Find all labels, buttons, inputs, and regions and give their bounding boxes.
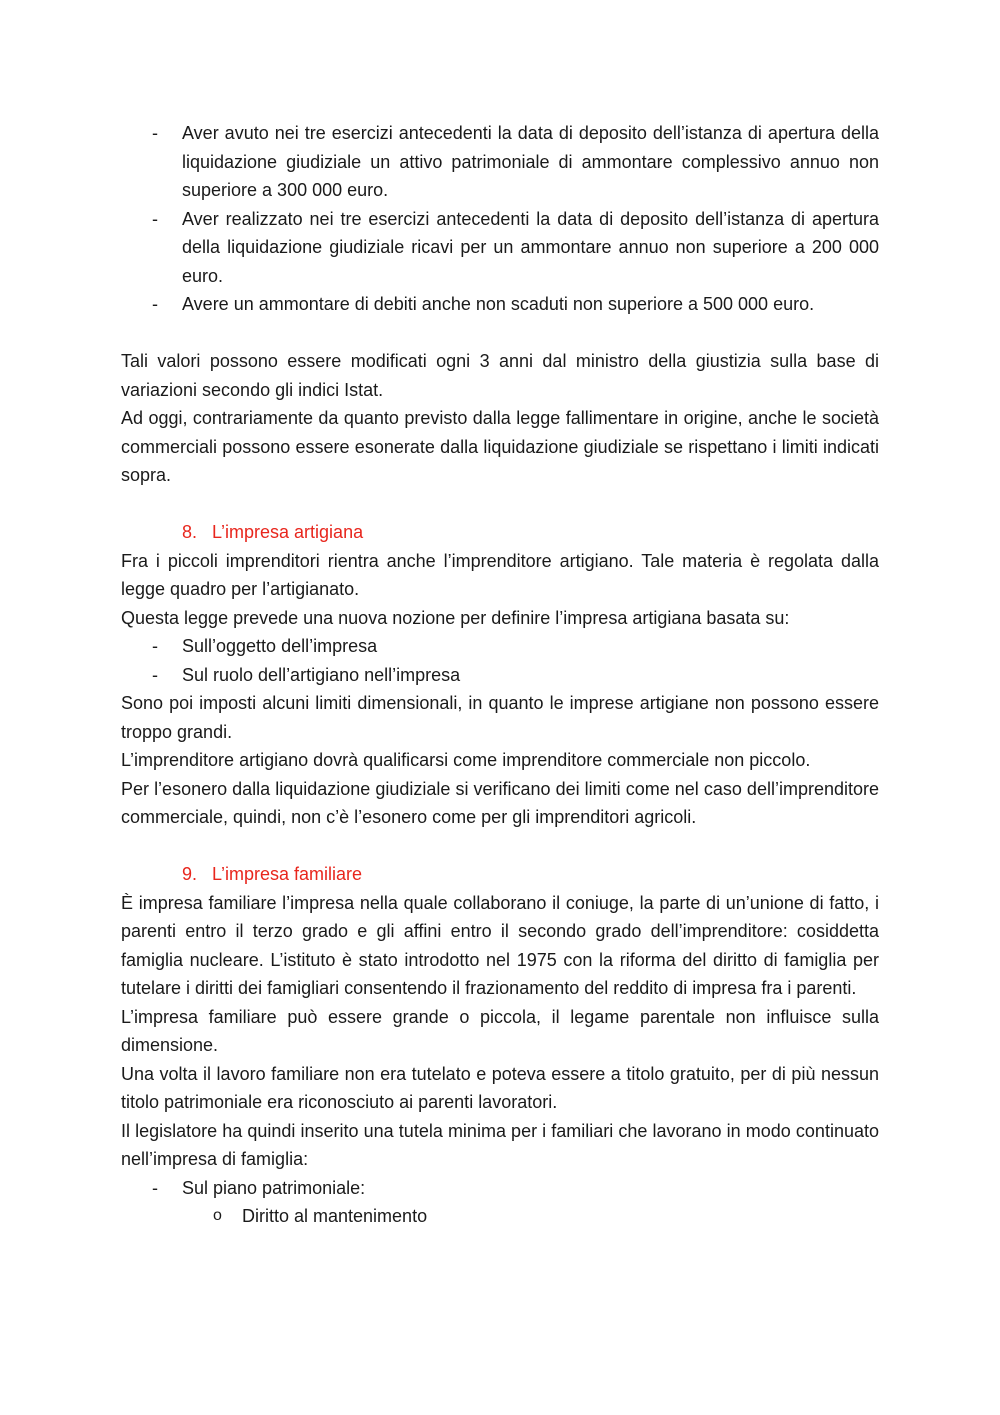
spacer	[121, 490, 879, 519]
paragraph: Sono poi imposti alcuni limiti dimensionali, in quanto le imprese artigiane non possono essere troppo grandi.	[121, 693, 879, 742]
section-heading-9	[121, 860, 879, 889]
paragraph: È impresa familiare l’impresa nella quale collaborano il coniuge, la parte di un’unione di fatto, i parenti entro il terzo grado e gli affini entro il secondo grado dell’imprenditore: cosiddetta famiglia nucleare. L’istituto è stato introdotto nel 1975 con la riforma del diritto di famiglia per tutelare i diritti dei famigliari consentendo il frazionamento del reddito di impresa fra i parenti.	[121, 892, 879, 998]
dash-bullet: -	[152, 294, 158, 314]
section-number: 8.	[182, 522, 198, 542]
list-item: - Aver realizzato nei tre esercizi antecedenti la data di deposito dell’istanza di apertura della liquidazione giudiziale ricavi per un ammontare annuo non superiore a 200 000 euro.	[121, 205, 879, 291]
spacer	[121, 319, 879, 348]
paragraph: Il legislatore ha quindi inserito una tutela minima per i familiari che lavorano in modo continuato nell’impresa di famiglia:	[121, 1120, 879, 1169]
section-number: 9.	[182, 864, 198, 884]
dash-bullet: -	[152, 208, 158, 229]
requirements-list	[121, 119, 879, 319]
circle-bullet: o	[213, 1207, 222, 1224]
paragraph: Per l’esonero dalla liquidazione giudiziale si verificano dei limiti come nel caso dell’imprenditore commerciale, quindi, non c’è l’esonero come per gli imprenditori agricoli.	[121, 778, 879, 827]
protection-sublist	[121, 1202, 879, 1231]
paragraph: L’impresa familiare può essere grande o piccola, il legame parentale non influisce sulla dimensione.	[121, 1006, 879, 1055]
list-item: - Sul ruolo dell’artigiano nell’impresa	[121, 661, 879, 690]
dash-bullet: -	[152, 664, 158, 685]
paragraph: L’imprenditore artigiano dovrà qualificarsi come imprenditore commerciale non piccolo.	[121, 750, 811, 770]
dash-bullet: -	[152, 1177, 158, 1198]
dash-bullet: -	[152, 636, 158, 656]
list-item: o Diritto al mantenimento	[121, 1202, 879, 1231]
paragraph: Fra i piccoli imprenditori rientra anche l’imprenditore artigiano. Tale materia è regolata dalla legge quadro per l’artigianato.	[121, 550, 879, 599]
section-title: L’impresa artigiana	[212, 522, 364, 542]
list-item: - Aver avuto nei tre esercizi antecedenti la data di deposito dell’istanza di apertura della liquidazione giudiziale un attivo patrimoniale di ammontare complessivo annuo non superiore a 300 000 euro.	[121, 119, 879, 205]
paragraph: Questa legge prevede una nuova nozione per definire l’impresa artigiana basata su:	[121, 607, 790, 628]
paragraph: Tali valori possono essere modificati ogni 3 anni dal ministro della giustizia sulla base di variazioni secondo gli indici Istat.	[121, 351, 879, 400]
protection-list	[121, 1174, 879, 1203]
paragraph: Ad oggi, contrariamente da quanto previsto dalla legge fallimentare in origine, anche le società commerciali possono essere esonerate dalla liquidazione giudiziale se rispettano i limiti indicati sopra.	[121, 408, 879, 485]
section-heading-8	[121, 518, 879, 547]
paragraph: Una volta il lavoro familiare non era tutelato e poteva essere a titolo gratuito, per di più nessun titolo patrimoniale era riconosciuto ai parenti lavoratori.	[121, 1063, 879, 1112]
spacer	[121, 832, 879, 861]
dash-bullet: -	[152, 123, 158, 143]
list-item: - Sull’oggetto dell’impresa	[121, 632, 879, 661]
list-item: - Sul piano patrimoniale:	[121, 1174, 879, 1203]
basis-list	[121, 632, 879, 689]
list-item: - Avere un ammontare di debiti anche non scaduti non superiore a 500 000 euro.	[121, 290, 879, 319]
section-title: L’impresa familiare	[212, 864, 363, 884]
